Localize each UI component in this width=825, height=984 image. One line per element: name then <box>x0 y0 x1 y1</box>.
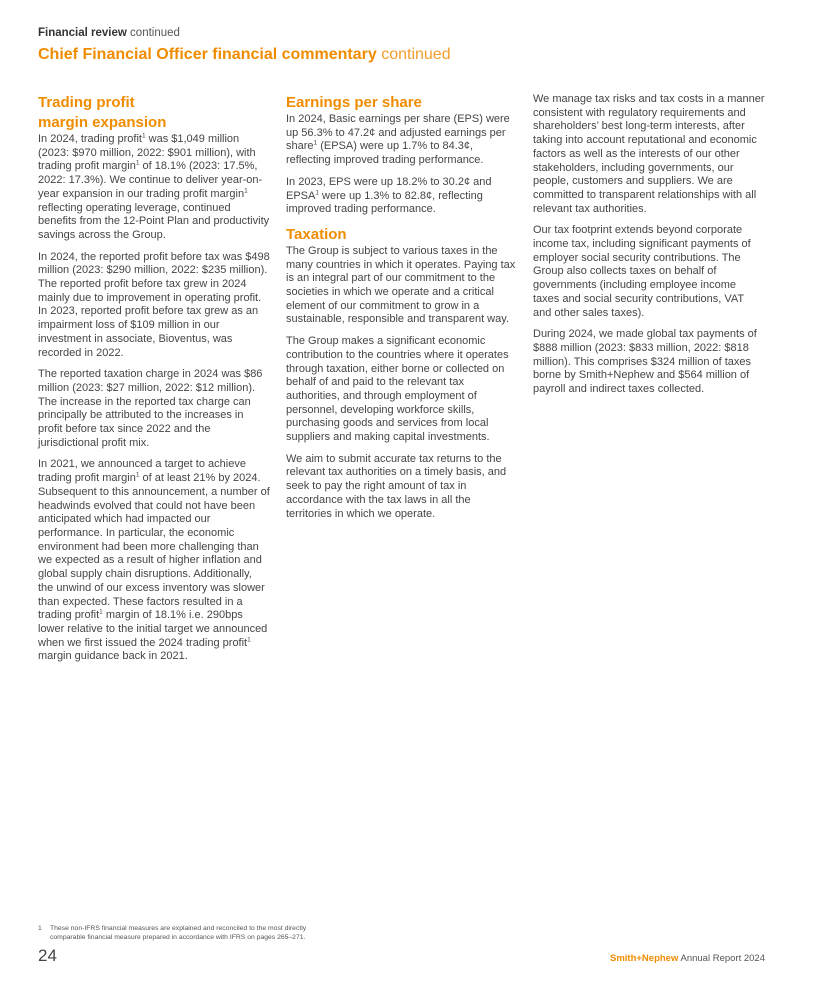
text-run: In 2024, Basic earnings per share (EPS) were up 56.3% to 47.2¢ and adjusted earnings per share <box>286 113 510 153</box>
footnote <box>38 924 398 942</box>
title-continued: continued <box>376 46 451 63</box>
paragraph: In 2024, the reported profit before tax was $498 million (2023: $290 million, 2022: $235 million). The reported profit before tax grew in 2024 mainly due to improvement in operating profit. In 2023, reported profit before tax grew as an impairment loss of $109 million in our investment in associate, Bioventus, was recorded in 2022. <box>38 250 270 359</box>
column-3 <box>533 93 765 405</box>
paragraph: We manage tax risks and tax costs in a manner consistent with regulatory requirements and shareholders’ best long-term interests, after taking into account reputational and economic factors as well as the interests of our other stakeholders, including governments, our people, customers and suppliers. We are committed to transparent relationships with all relevant tax authorities. <box>533 93 765 215</box>
paragraph: The Group is subject to various taxes in the many countries in which it operates. Paying tax is an integral part of our commitment to the societies in which we operate and a critical element of our commitment to grow in a sustainable, responsible and transparent way. <box>286 244 516 326</box>
footnote-marker: 1 <box>141 132 146 140</box>
heading-line-1: Trading profit <box>38 94 135 111</box>
text-run: In 2021, we announced a target to achieve trading profit margin <box>38 458 246 485</box>
paragraph <box>38 458 270 664</box>
text-run: margin of 18.1% i.e. 290bps lower relative to the initial target we announced when we first issued the 2024 trading profit <box>38 609 268 649</box>
paragraph: The reported taxation charge in 2024 was $86 million (2023: $27 million, 2022: $12 million). The increase in the reported tax charge can principally be attributed to the increases in profit before tax since 2022 and the jurisdictional profit mix. <box>38 368 263 449</box>
text-run: of at least 21% by 2024. Subsequent to this announcement, a number of headwinds evolved that could not have been anticipated which had impacted our performance. In particular, the economic environment had been more challenging than we expected as a result of higher inflation and global supply chain disruptions. Additionally, the unwind of our excess inventory was slower than expected. These factors resulted in a trading profit <box>38 472 270 622</box>
heading-taxation: Taxation <box>286 225 347 243</box>
paragraph <box>286 176 518 217</box>
footnote-number: 1 <box>38 925 42 932</box>
paragraph: Our tax footprint extends beyond corporate income tax, including significant payments of employer social security contributions. The Group also collects taxes on behalf of governments (including employee income taxes and social security contributions, VAT and other sales taxes). <box>533 224 751 319</box>
paragraph <box>38 133 270 243</box>
kicker-continued: continued <box>126 27 180 39</box>
column-2 <box>286 93 518 529</box>
footnote-marker: 1 <box>99 608 103 616</box>
brand-logo-text: Smith+Nephew <box>610 953 679 964</box>
footnote-line-2: comparable financial measure prepared in accordance with IFRS on pages 265–271. <box>50 934 306 941</box>
text-run: In 2024, trading profit <box>38 133 142 145</box>
page-header <box>38 26 778 65</box>
paragraph: We aim to submit accurate tax returns to the relevant tax authorities on a timely basis, and seek to pay the right amount of tax in accordance with the tax laws in all the territories in which we operate. <box>286 452 507 520</box>
footnote-marker: 1 <box>313 139 318 147</box>
paragraph: The Group makes a significant economic contribution to the countries where it operates through taxation, either borne or collected on behalf of and paid to the relevant tax authorities, and through employment of personnel, developing workforce skills, purchasing goods and services from local suppliers and making capital investments. <box>286 335 509 444</box>
text-run: was $1,049 million (2023: $970 million, 2022: $901 million), with trading profit margin <box>38 133 256 173</box>
text-run: (EPSA) were up 1.7% to 84.3¢, reflecting improved trading performance. <box>286 140 484 167</box>
footnote-marker: 1 <box>135 471 140 479</box>
page-title <box>38 45 778 65</box>
page-number: 24 <box>38 946 57 965</box>
kicker-bold: Financial review <box>38 27 127 39</box>
footnote-marker: 1 <box>247 635 251 643</box>
footnote-marker: 1 <box>135 159 140 167</box>
text-run: of 18.1% (2023: 17.5%, 2022: 17.3%). We continue to deliver year-on-year expansion in our trading profit margin <box>38 160 263 200</box>
footnote-text-1: These non-IFRS financial measures are explained and reconciled to the most directly <box>50 925 307 932</box>
text-run: margin guidance back in 2021. <box>38 650 188 663</box>
title-main: Chief Financial Officer financial commentary <box>38 46 377 63</box>
footnote-line-1 <box>38 924 398 933</box>
footer-brand <box>610 953 765 965</box>
footnote-marker: 1 <box>315 188 319 196</box>
section-kicker <box>38 26 778 40</box>
report-label: Annual Report 2024 <box>678 953 765 964</box>
column-1 <box>38 93 270 672</box>
text-run: were up 1.3% to 82.8¢, reflecting improved trading performance. <box>286 189 483 216</box>
heading-earnings-per-share: Earnings per share <box>286 94 422 111</box>
heading-trading-profit <box>38 93 270 133</box>
heading-line-2: margin expansion <box>38 114 167 131</box>
paragraph <box>286 113 518 168</box>
text-run: In 2023, EPS were up 18.2% to 30.2¢ and EPSA <box>286 175 492 202</box>
footnote-marker: 1 <box>244 187 248 195</box>
paragraph: During 2024, we made global tax payments of $888 million (2023: $833 million, 2022: $818 million). This comprises $324 million of taxes borne by Smith+Nephew and $564 million of payroll and indirect taxes collected. <box>533 328 757 396</box>
text-run: reflecting operating leverage, continued benefits from the 12-Point Plan and productivity savings across the Group. <box>38 201 270 241</box>
